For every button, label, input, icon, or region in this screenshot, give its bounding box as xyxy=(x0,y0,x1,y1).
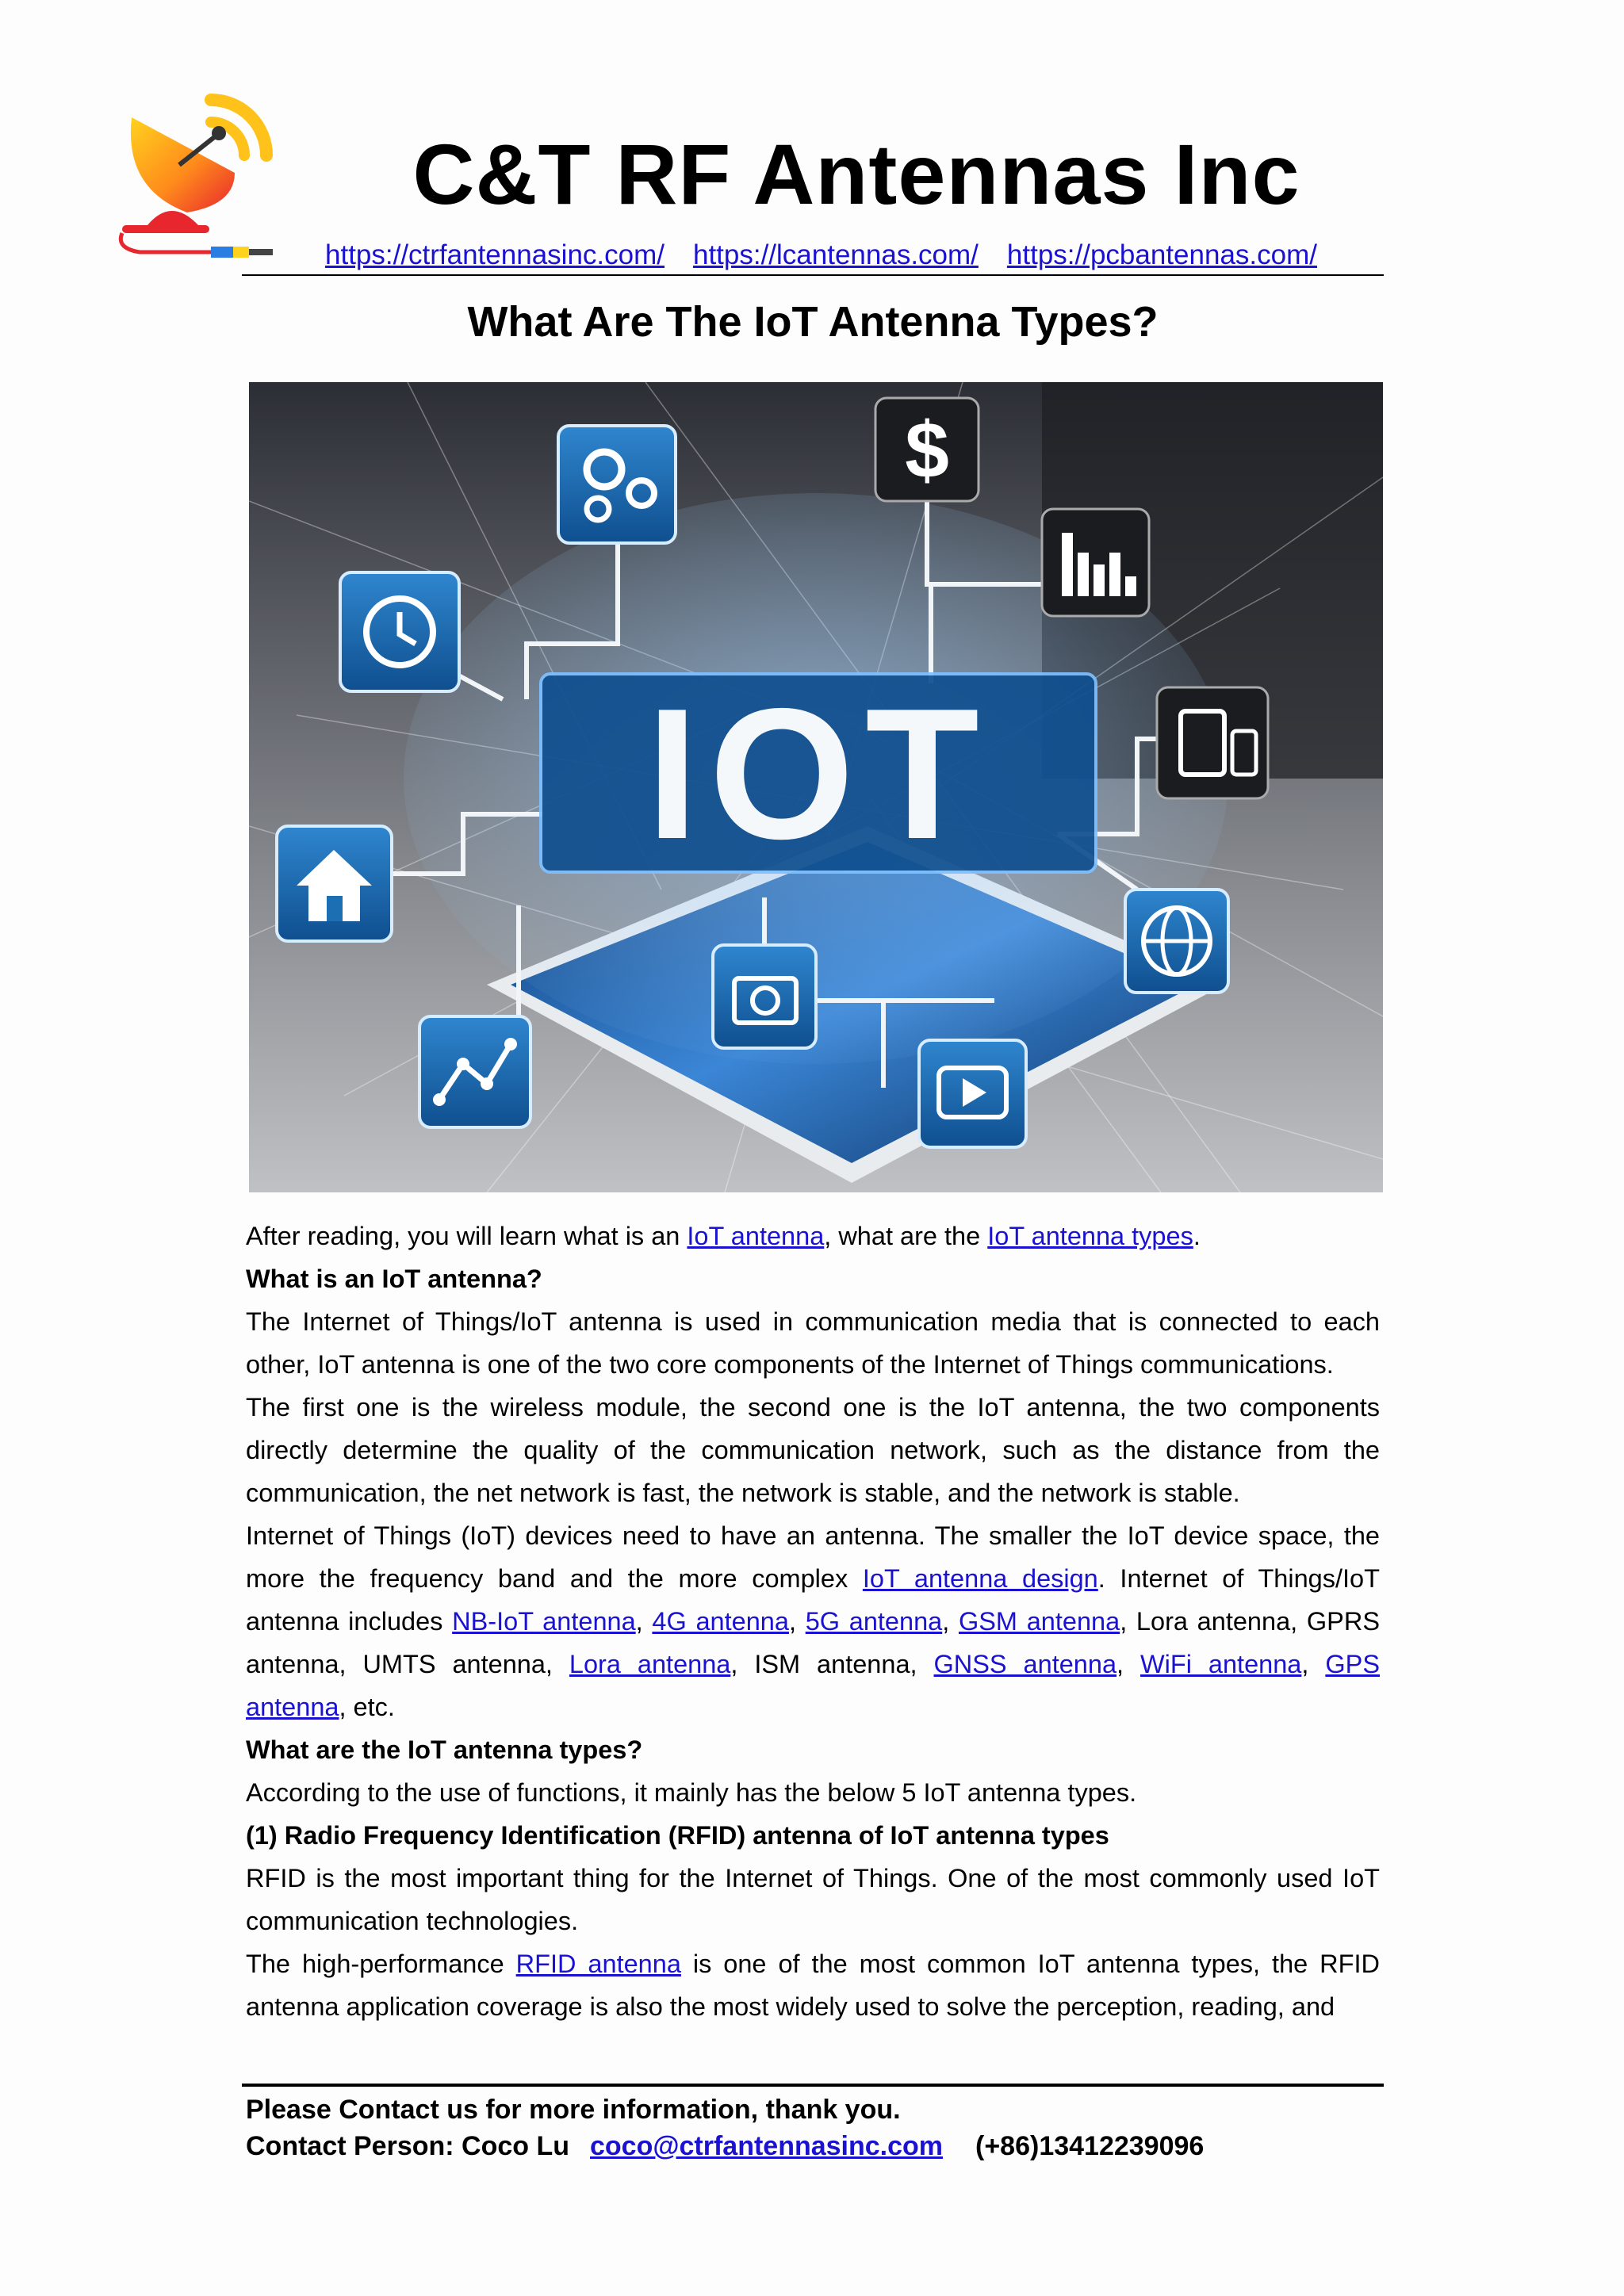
link-gsm-antenna[interactable]: GSM antenna xyxy=(958,1607,1120,1636)
gears-icon xyxy=(558,426,676,543)
camera-icon xyxy=(713,945,816,1048)
link-iot-antenna[interactable]: IoT antenna xyxy=(687,1222,825,1250)
bar-chart-icon xyxy=(1042,509,1149,616)
home-icon xyxy=(277,826,392,941)
iot-hero-image xyxy=(249,382,1383,1192)
link-nb-iot-antenna[interactable]: NB-IoT antenna xyxy=(452,1607,636,1636)
heading-what-is-iot-antenna: What is an IoT antenna? xyxy=(246,1265,542,1293)
contact-phone: (+86)13412239096 xyxy=(975,2131,1205,2161)
header-divider xyxy=(242,274,1384,276)
intro-paragraph: After reading, you will learn what is an IoT antenna, what are the IoT antenna types. xyxy=(246,1222,1201,1250)
globe-icon xyxy=(1125,890,1228,993)
link-iot-antenna-types[interactable]: IoT antenna types xyxy=(987,1222,1193,1250)
link-lcantennas[interactable]: https://lcantennas.com/ xyxy=(692,239,979,270)
header-links xyxy=(325,238,1346,273)
link-gnss-antenna[interactable]: GNSS antenna xyxy=(933,1650,1117,1678)
link-5g-antenna[interactable]: 5G antenna xyxy=(805,1607,943,1636)
chart-line-icon xyxy=(419,1016,530,1127)
company-name: C&T RF Antennas Inc xyxy=(412,126,1300,222)
paragraph-types-intro: According to the use of functions, it mainly has the below 5 IoT antenna types. xyxy=(246,1778,1137,1807)
iot-banner-text: IOT xyxy=(646,669,990,878)
article-body xyxy=(246,1215,1380,2028)
link-lora-antenna[interactable]: Lora antenna xyxy=(569,1650,731,1678)
link-pcbantennas[interactable]: https://pcbantennas.com/ xyxy=(1006,239,1317,270)
contact-person: Contact Person: Coco Lu xyxy=(246,2131,570,2161)
satellite-dish-logo xyxy=(116,86,282,276)
dollar-icon xyxy=(875,398,979,501)
link-4g-antenna[interactable]: 4G antenna xyxy=(652,1607,789,1636)
footer-contact-row xyxy=(246,2128,1380,2164)
heading-iot-antenna-types: What are the IoT antenna types? xyxy=(246,1735,643,1764)
play-icon xyxy=(919,1040,1026,1147)
link-gps-antenna[interactable]: GPS antenna xyxy=(246,1650,1380,1721)
contact-email-link[interactable]: coco@ctrfantennasinc.com xyxy=(590,2131,944,2161)
footer-divider xyxy=(242,2084,1384,2087)
svg-text:$: $ xyxy=(905,406,949,495)
paragraph-rfid-importance: RFID is the most important thing for the Internet of Things. One of the most commonly used IoT communication technologies. xyxy=(246,1864,1380,1935)
footer xyxy=(246,2091,1380,2164)
link-iot-antenna-design[interactable]: IoT antenna design xyxy=(862,1564,1098,1593)
document-title: What Are The IoT Antenna Types? xyxy=(467,298,1159,346)
link-wifi-antenna[interactable]: WiFi antenna xyxy=(1140,1650,1302,1678)
paragraph-rfid-antenna: The high-performance RFID antenna is one of the most common IoT antenna types, the RFID antenna application coverage is also the most widely used to solve the perception, reading, and xyxy=(246,1950,1380,2021)
footer-contact-message: Please Contact us for more information, thank you. xyxy=(246,2095,901,2125)
paragraph-definition: The Internet of Things/IoT antenna is used in communication media that is connected to each other, IoT antenna is one of the two core components of the Internet of Things communications. xyxy=(246,1307,1380,1379)
heading-rfid-antenna: (1) Radio Frequency Identification (RFID) antenna of IoT antenna types xyxy=(246,1821,1109,1850)
link-rfid-antenna[interactable]: RFID antenna xyxy=(515,1950,681,1978)
paragraph-components: The first one is the wireless module, the second one is the IoT antenna, the two components directly determine the quality of the communication network, such as the distance from the communication, the net network is fast, the network is stable, and the network is stable. xyxy=(246,1393,1380,1507)
devices-icon xyxy=(1157,687,1268,798)
clock-icon xyxy=(340,572,459,691)
link-ctrfantennasinc[interactable]: https://ctrfantennasinc.com/ xyxy=(325,239,665,270)
paragraph-antenna-list: Internet of Things (IoT) devices need to have an antenna. The smaller the IoT device space, the more the frequency band and the more complex IoT antenna design. Internet of Things/IoT antenna includes NB-IoT antenna, 4G antenna, 5G antenna, GSM antenna, Lora antenna, GPRS antenna, UMTS antenna, Lora antenna, ISM antenna, GNSS antenna, WiFi antenna, GPS antenna, etc. xyxy=(246,1521,1380,1721)
